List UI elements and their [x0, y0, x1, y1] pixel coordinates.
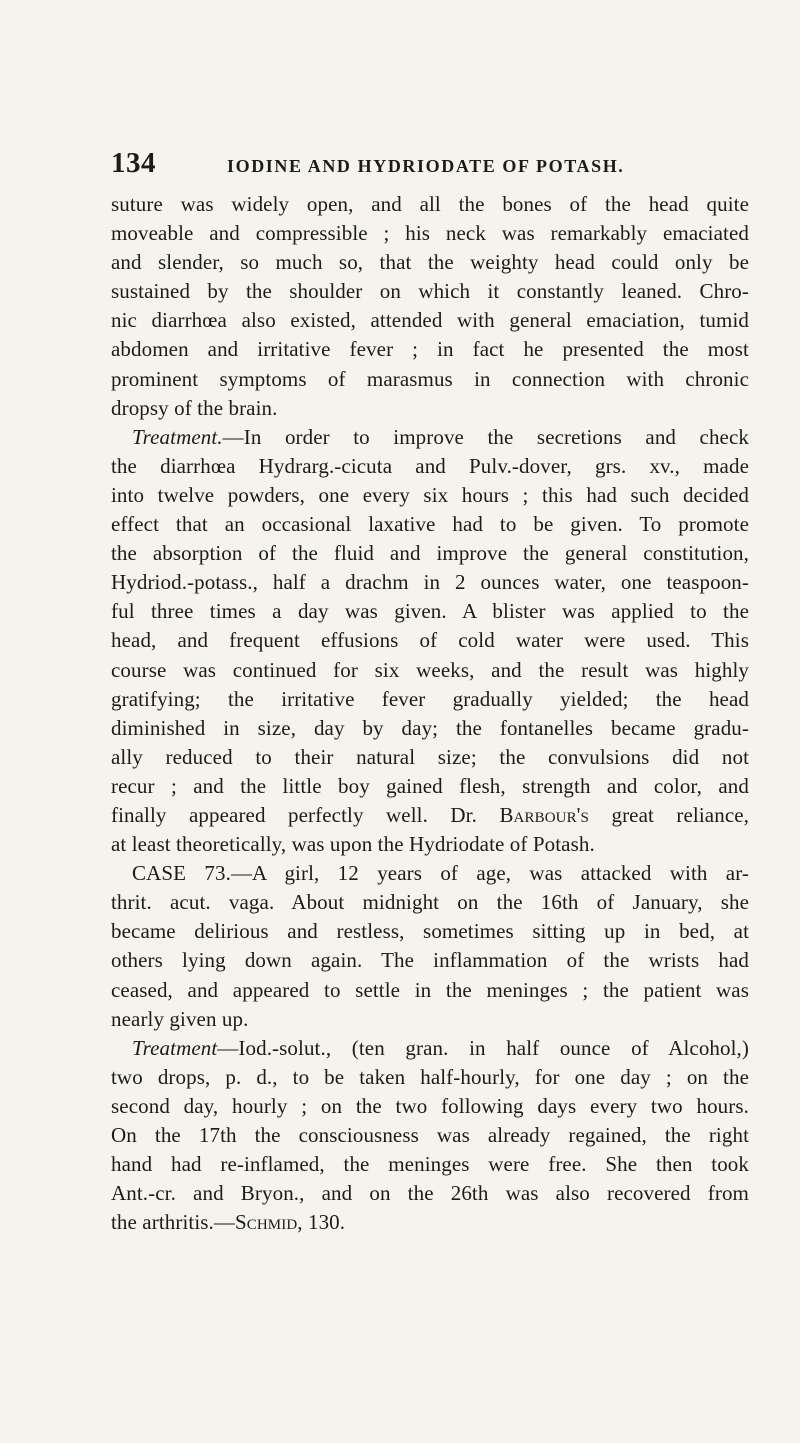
body-text — [111, 190, 749, 1237]
text-line: dropsy of the brain. — [111, 395, 278, 420]
treatment-heading: Treatment. — [132, 424, 223, 449]
text-line: sustained by the shoulder on which it constantly leaned. Chro- — [111, 279, 749, 304]
author-name: Barbour's — [499, 802, 589, 827]
text-line: became delirious and restless, sometimes sitting up in bed, at — [111, 919, 749, 944]
text-line: suture was widely open, and all the bones of the head quite — [111, 192, 749, 216]
text-line: Treatment.—In order to improve the secretions and check — [132, 424, 749, 449]
text-line: nic diarrhœa also existed, attended with general emaciation, tumid — [111, 308, 749, 333]
text-line: recur ; and the little boy gained flesh, strength and color, and — [111, 773, 749, 798]
text-line: and slender, so much so, that the weighty head could only be — [111, 250, 749, 275]
text-line: the arthritis.—Schmid, 130. — [111, 1210, 346, 1235]
text-line: two drops, p. d., to be taken half-hourly, for one day ; on the — [111, 1064, 749, 1089]
text-line: prominent symptoms of marasmus in connection with chronic — [111, 366, 749, 391]
text-line: abdomen and irritative fever ; in fact he presented the most — [111, 337, 749, 362]
text-line: at least theoretically, was upon the Hydriodate of Potash. — [111, 832, 595, 857]
text-line: nearly given up. — [111, 1006, 249, 1031]
text-line: moveable and compressible ; his neck was remarkably emaciated — [111, 221, 749, 246]
source-citation: Schmid — [234, 1210, 298, 1235]
case-heading-line: CASE 73.—A girl, 12 years of age, was attacked with ar- — [132, 861, 749, 886]
text-line: ally reduced to their natural size; the convulsions did not — [111, 744, 749, 769]
text-line: Hydriod.-potass., half a drachm in 2 ounces water, one teaspoon- — [111, 570, 749, 595]
text-line: course was continued for six weeks, and the result was highly — [111, 657, 749, 682]
text-line: Ant.-cr. and Bryon., and on the 26th was also recovered from — [111, 1181, 749, 1206]
text-line: into twelve powders, one every six hours ; this had such decided — [111, 482, 749, 507]
text-line: effect that an occasional laxative had to be given. To promote — [111, 512, 749, 537]
text-line: second day, hourly ; on the two following days every two hours. — [111, 1093, 749, 1118]
text-line: head, and frequent effusions of cold water were used. This — [111, 628, 749, 653]
text-line: hand had re-inflamed, the meninges were free. She then took — [111, 1152, 749, 1177]
text-line: others lying down again. The inflammation of the wrists had — [111, 948, 749, 973]
running-title: IODINE AND HYDRIODATE OF POTASH. — [227, 156, 625, 176]
text-line: finally appeared perfectly well. Dr. Barbour's great reliance, — [111, 802, 750, 827]
page-number: 134 — [111, 147, 156, 179]
text-line: On the 17th the consciousness was already regained, the right — [111, 1123, 749, 1147]
text-line: the absorption of the fluid and improve the general constitution, — [111, 541, 749, 566]
treatment-heading: Treatment — [132, 1035, 218, 1060]
text-line: diminished in size, day by day; the fontanelles became gradu- — [111, 715, 749, 740]
text-line: ful three times a day was given. A blister was applied to the — [111, 599, 749, 624]
text-line: ceased, and appeared to settle in the meninges ; the patient was — [111, 977, 749, 1002]
text-line: thrit. acut. vaga. About midnight on the 16th of January, she — [111, 890, 749, 915]
text-line: the diarrhœa Hydrarg.-cicuta and Pulv.-dover, grs. xv., made — [111, 453, 749, 478]
text-line: Treatment—Iod.-solut., (ten gran. in half ounce of Alcohol,) — [132, 1035, 749, 1060]
text-line: gratifying; the irritative fever gradually yielded; the head — [111, 686, 749, 711]
running-head — [111, 137, 751, 183]
